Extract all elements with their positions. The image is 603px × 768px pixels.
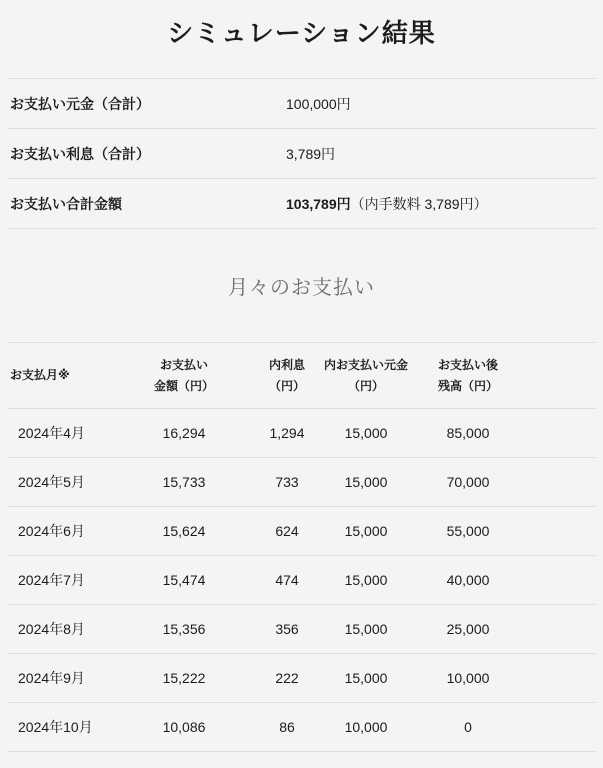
- fee-note: （内手数料 3,789円）: [350, 195, 488, 212]
- title-block: [0, 0, 603, 78]
- summary-label: お支払い利息（合計）: [10, 145, 150, 162]
- cell-principal: 10,000: [344, 719, 388, 735]
- cell-principal: 15,000: [344, 523, 388, 539]
- cell-month: 2024年4月: [18, 425, 85, 441]
- monthly-payments-heading: 月々のお支払い: [228, 277, 375, 299]
- table-row: [8, 458, 595, 507]
- header-cell-balance: お支払い後 残高（円）: [437, 358, 498, 393]
- cell-principal: 15,000: [344, 621, 388, 637]
- cell-payment: 15,474: [162, 572, 206, 588]
- cell-balance: 85,000: [446, 425, 490, 441]
- header-cell-payment: お支払い 金額（円）: [153, 358, 214, 393]
- cell-interest: 356: [275, 621, 299, 637]
- cell-payment: 15,222: [162, 670, 206, 686]
- cell-payment: 15,624: [162, 523, 206, 539]
- header-cell-principal: 内お支払い元金 （円）: [324, 358, 409, 393]
- cell-balance: 10,000: [446, 670, 490, 686]
- cell-principal: 15,000: [344, 572, 388, 588]
- summary-row-principal-total: [8, 79, 595, 129]
- cell-principal: 15,000: [344, 425, 388, 441]
- table-row: [8, 556, 595, 605]
- cell-balance: 40,000: [446, 572, 490, 588]
- cell-balance: 0: [464, 719, 472, 735]
- cell-month: 2024年6月: [18, 523, 85, 539]
- cell-balance: 25,000: [446, 621, 490, 637]
- cell-payment: 16,294: [162, 425, 206, 441]
- page-title: シミュレーション結果: [167, 18, 436, 48]
- summary-table: [8, 78, 595, 229]
- table-row: [8, 654, 595, 703]
- table-row: [8, 605, 595, 654]
- summary-value: 3,789円: [286, 145, 336, 162]
- cell-interest: 733: [275, 474, 299, 490]
- cell-interest: 1,294: [269, 425, 305, 441]
- table-row: [8, 703, 595, 752]
- summary-value: 100,000円: [286, 95, 351, 112]
- table-header-row: [8, 343, 595, 409]
- summary-label: お支払い合計金額: [10, 195, 122, 212]
- header-cell-month: お支払月※: [10, 368, 70, 383]
- cell-payment: 15,356: [162, 621, 206, 637]
- summary-value: [286, 194, 488, 214]
- cell-payment: 10,086: [162, 719, 206, 735]
- summary-label: お支払い元金（合計）: [10, 95, 150, 112]
- cell-balance: 70,000: [446, 474, 490, 490]
- table-row: [8, 507, 595, 556]
- cell-month: 2024年9月: [18, 670, 85, 686]
- cell-principal: 15,000: [344, 474, 388, 490]
- cell-balance: 55,000: [446, 523, 490, 539]
- summary-row-interest-total: [8, 129, 595, 179]
- cell-interest: 222: [275, 670, 299, 686]
- cell-month: 2024年10月: [18, 719, 93, 735]
- cell-interest: 86: [279, 719, 295, 735]
- cell-month: 2024年7月: [18, 572, 85, 588]
- header-cell-interest: 内利息 （円）: [268, 358, 305, 393]
- summary-row-grand-total: [8, 179, 595, 229]
- cell-interest: 624: [275, 523, 299, 539]
- cell-principal: 15,000: [344, 670, 388, 686]
- monthly-table: [8, 342, 595, 752]
- total-amount: 103,789円: [286, 195, 351, 212]
- table-row: [8, 409, 595, 458]
- section-heading-block: [0, 229, 603, 342]
- cell-interest: 474: [275, 572, 299, 588]
- cell-month: 2024年8月: [18, 621, 85, 637]
- cell-month: 2024年5月: [18, 474, 85, 490]
- monthly-table-body: [8, 409, 595, 752]
- cell-payment: 15,733: [162, 474, 206, 490]
